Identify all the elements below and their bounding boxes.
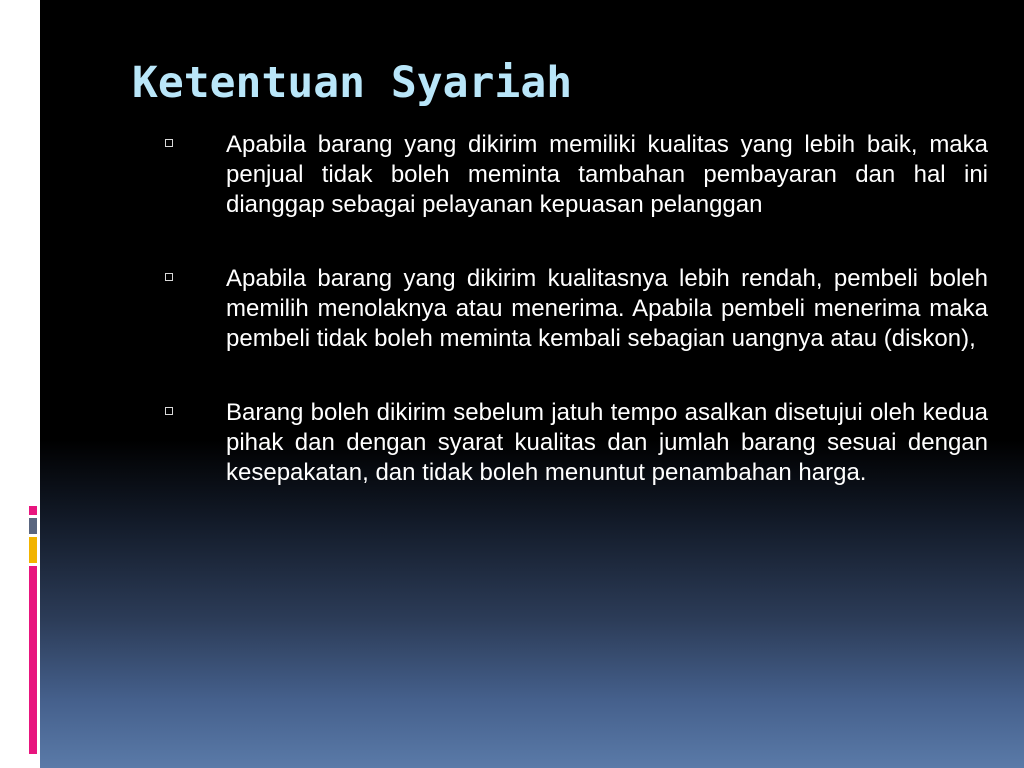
accent-bar-pink-small bbox=[29, 506, 37, 515]
slide-title: Ketentuan Syariah bbox=[132, 58, 573, 108]
bullet-item bbox=[160, 130, 988, 220]
bullet-list bbox=[160, 130, 988, 532]
bullet-text: Apabila barang yang dikirim memiliki kualitas yang lebih baik, maka penjual tidak boleh meminta tambahan pembayaran dan hal ini dianggap sebagai pelayanan kepuasan pelanggan bbox=[226, 131, 988, 218]
accent-bar-pink-long bbox=[29, 566, 37, 754]
left-decorative-band bbox=[0, 0, 40, 768]
hollow-square-bullet-icon bbox=[165, 273, 173, 281]
bullet-item bbox=[160, 398, 988, 488]
bullet-text: Barang boleh dikirim sebelum jatuh tempo asalkan disetujui oleh kedua pihak dan dengan syarat kualitas dan jumlah barang sesuai dengan kesepakatan, dan tidak boleh menuntut penambahan harga. bbox=[226, 399, 988, 486]
hollow-square-bullet-icon bbox=[165, 407, 173, 415]
accent-bar-slate bbox=[29, 518, 37, 534]
bullet-item bbox=[160, 264, 988, 354]
accent-bar-yellow bbox=[29, 537, 37, 563]
bullet-text: Apabila barang yang dikirim kualitasnya lebih rendah, pembeli boleh memilih menolaknya atau menerima. Apabila pembeli menerima maka pembeli tidak boleh meminta kembali sebagian uangnya atau (diskon), bbox=[226, 265, 988, 352]
hollow-square-bullet-icon bbox=[165, 139, 173, 147]
